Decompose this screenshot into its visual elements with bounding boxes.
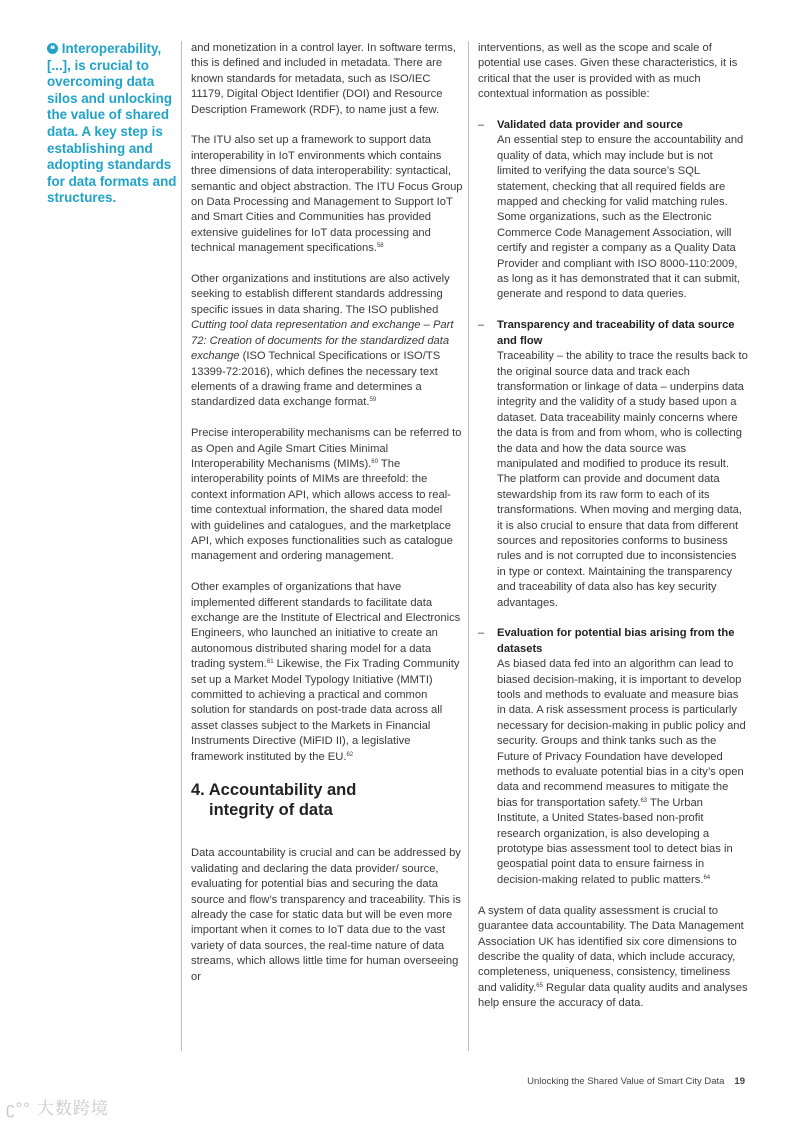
footnote-ref: 62 [346, 751, 354, 758]
list-item-text: Traceability – the ability to trace the results back to the original source data and track each transformation or linkage of data – underpins data integrity and the validity of a study based upon a dataset. Data traceability mainly concerns where the data is from and from whom, who is collecting the data and how the data source was manipulated and modified to produce its result. The platform can provide and document data stewardship from its raw form to each of its transformations. When moving and merging data, it is also crucial to ensure that data from different sources and repositories conforms to business rules and is not corrupted due to inconsistencies in type or context. Maintaining the transparency and traceability of data also has key security advantages. [497, 350, 748, 609]
list-item-title: Transparency and traceability of data source and flow [497, 319, 735, 347]
footnote-ref: 65 [536, 982, 543, 989]
document-title: Cutting tool data representation and exchange – Part 72: Creation of documents for the standardized data exchange [191, 319, 454, 363]
paragraph: and monetization in a control layer. In software terms, this is defined and included in metadata. There are known standards for metadata, such as ISO/IEC 11179, Digital Object Identifier (DOI) and Resource Description Framework (RDF), to name just a few. [191, 42, 456, 116]
page-footer [527, 1076, 745, 1087]
list-item-title: Validated data provider and source [497, 119, 683, 132]
column-divider [181, 41, 182, 1051]
paragraph: The ITU also set up a framework to support data interoperability in IoT environments which contains three dimensions of data interoperability: syntactical, semantic and object abstraction. The ITU Focus Group on Data Processing and Management to Support IoT and Smart Cities and Communities has provided extensive guidelines for IoT data processing and technical management specifications.$^{58}$ [191, 134, 463, 255]
column-divider [468, 41, 469, 1051]
pull-quote-text: Interoperability, [...], is crucial to overcoming data silos and unlocking the value of shared data. A key step is establishing and adopting standards for data formats and structures. [47, 41, 177, 206]
quote-icon: ❝ [47, 43, 58, 54]
list-item-text: An essential step to ensure the accountability and quality of data, which may include but is not limited to verifying the data source’s SQL statement, checking that all required fields are mapped and checking for valid matching rules. Some organizations, such as the Electronic Commerce Code Management Association, will certify and register a company as a Quality Data Provider and compliant with ISO 8000-110:2009, as long as it has demonstrated that it can submit, generate and respond to data queries. [497, 134, 744, 301]
column-right [478, 41, 748, 1027]
column-middle [191, 41, 463, 1000]
list-item-title: Evaluation for potential bias arising from the datasets [497, 627, 735, 655]
watermark-logo-icon: ʗ°° [6, 1099, 32, 1118]
list-item-text: As biased data fed into an algorithm can lead to biased decision-making, it is important to develop tools and methods to evaluate and measure bias in data. A risk assessment process is particularly necessary for decision-making in public policy and security. Groups and think tanks such as the Future of Privacy Foundation have developed methods to evaluate potential bias in a city’s open data and recommend measures to mitigate the bias for transportation safety.$^{63}$ The Urban Institute, a United States-based non-profit research organization, is also developing a prototype bias assessment tool to detect bias in geospatial point data to ensure fairness in decision-making related to public matters.$^{64}$ [497, 658, 746, 886]
paragraph: Precise interoperability mechanisms can be referred to as Open and Agile Smart Cities Minimal Interoperability Mechanisms (MIMs).$^{60}$ The interoperability points of MIMs are threefold: the context information API, which allows access to real-time contextual information, the shared data model with guidelines and catalogues, and the marketplace API, which exposes functionalities such as catalogue management and ordering management. [191, 427, 462, 563]
footnote-ref: 61 [266, 659, 274, 666]
footnote-ref: 60 [371, 458, 378, 465]
footer-title: Unlocking the Shared Value of Smart City Data [527, 1076, 725, 1087]
footnote-ref: 58 [376, 243, 384, 250]
paragraph: Data accountability is crucial and can be addressed by validating and declaring the data provider/ source, evaluating for potential bias and securing the data source and flow’s transparency and traceability. This is already the case for static data but will be even more important when it comes to IoT data due to the vast variety of data sources, the real-time nature of data streams, which allows little time for human overseeing or [191, 847, 461, 983]
paragraph: Other organizations and institutions are also actively seeking to establish different standards addressing specific issues in data sharing. The ISO published Cutting tool data representation and exchange – Part 72: Creation of documents for the standardized data exchange (ISO Technical Specifications or ISO/TS 13399-72:2016), which defines the necessary text elements of a drawing frame and determines a standardized data exchange format.$^{59}$ [191, 273, 454, 409]
list-item: – Transparency and traceability of data source and flow Traceability – the ability to trace the results back to the original source data and track each transformation or linkage of data – underpins data integrity and the validity of a study based upon a dataset. Data traceability mainly concerns where the data is from and from whom, who is collecting the data and how the data source was manipulated and modified to produce its result. The platform can provide and document data stewardship from its raw form to each of its transformations. When moving and merging data, it is also crucial to ensure that data from different sources and repositories conforms to business rules and is not corrupted due to inconsistencies in type or context. Maintaining the transparency and traceability of data also has key security advantages. [478, 319, 748, 609]
footnote-ref: 59 [369, 397, 377, 404]
pull-quote [47, 41, 179, 207]
watermark: ʗ°° 大数跨境 [6, 1099, 109, 1118]
paragraph: A system of data quality assessment is crucial to guarantee data accountability. The Data Management Association UK has identified six core dimensions to describe the quality of data, which include accuracy, completeness, uniqueness, consistency, timeliness and validity.$^{65}$ Regular data quality audits and analyses help ensure the accuracy of data. [478, 904, 748, 1010]
section-heading: 4. Accountability and integrity of data [191, 781, 357, 820]
list-item: – Evaluation for potential bias arising from the datasets As biased data fed into an algorithm can lead to biased decision-making, it is important to develop tools and methods to evaluate and measure bias in data. A risk assessment process is particularly necessary for decision-making in public policy and security. Groups and think tanks such as the Future of Privacy Foundation have developed methods to evaluate potential bias in a city’s open data and recommend measures to mitigate the bias for transportation safety.$^{63}$ The Urban Institute, a United States-based non-profit research organization, is also developing a prototype bias assessment tool to detect bias in geospatial point data to ensure fairness in decision-making related to public matters.$^{64}$ [478, 626, 748, 888]
list-item: – Validated data provider and source An essential step to ensure the accountability and quality of data, which may include but is not limited to verifying the data source’s SQL statement, checking that all required fields are mapped and checking for valid matching rules. Some organizations, such as the Electronic Commerce Code Management Association, will certify and register a company as a Quality Data Provider and compliant with ISO 8000-110:2009, as long as it has demonstrated that it can submit, generate and respond to data queries. [478, 118, 748, 303]
paragraph: interventions, as well as the scope and scale of potential use cases. Given these characteristics, it is critical that the user is provided with as much contextual information as possible: [478, 42, 738, 101]
page-number: 19 [734, 1076, 745, 1087]
paragraph: Other examples of organizations that have implemented different standards to facilitate data exchange are the Institute of Electrical and Electronics Engineers, who launched an initiative to create an autonomous distributed sharing model for a data trading system.$^{61}$ Likewise, the Fix Trading Community set up a Market Model Typology Initiative (MMTI) committed to achieving a practical and common solution for standards on post-trade data across all asset classes subject to the Markets in Financial Instruments Directive (MiFID II), a legislative framework instituted by the EU.$^{62}$ [191, 581, 461, 763]
